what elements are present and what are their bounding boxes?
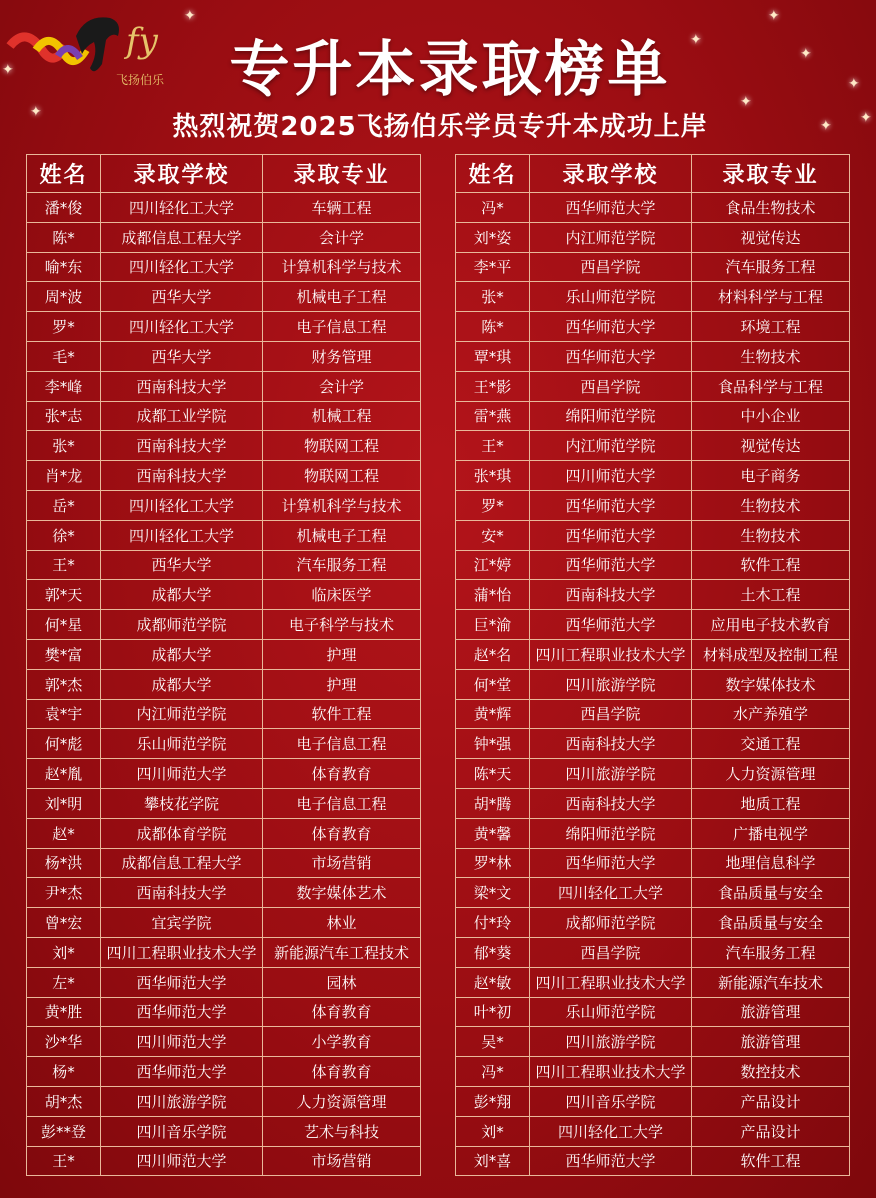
admitted-school: 四川旅游学院: [530, 759, 692, 789]
admitted-school: 西华师范大学: [101, 1057, 263, 1087]
admitted-school: 西华师范大学: [530, 312, 692, 342]
student-name: 冯*: [456, 193, 530, 223]
header-school: 录取学校: [101, 155, 263, 193]
admitted-major: 车辆工程: [263, 193, 421, 223]
table-row: [27, 788, 421, 818]
student-name: 岳*: [27, 490, 101, 520]
admitted-school: 四川轻化工大学: [530, 1116, 692, 1146]
table-row: [27, 490, 421, 520]
student-name: 毛*: [27, 341, 101, 371]
admitted-major: 生物技术: [692, 520, 850, 550]
student-name: 尹*杰: [27, 878, 101, 908]
admitted-major: 体育教育: [263, 997, 421, 1027]
student-name: 张*志: [27, 401, 101, 431]
admitted-school: 西华师范大学: [530, 550, 692, 580]
admitted-school: 四川轻化工大学: [101, 490, 263, 520]
admitted-major: 物联网工程: [263, 461, 421, 491]
admitted-school: 成都体育学院: [101, 818, 263, 848]
table-row: [27, 1086, 421, 1116]
table-row: [27, 908, 421, 938]
admitted-major: 数字媒体艺术: [263, 878, 421, 908]
table-row: [27, 371, 421, 401]
student-name: 冯*: [456, 1057, 530, 1087]
table-row: [456, 967, 850, 997]
admitted-major: 会计学: [263, 222, 421, 252]
admitted-major: 会计学: [263, 371, 421, 401]
admitted-school: 四川轻化工大学: [101, 193, 263, 223]
admitted-major: 体育教育: [263, 818, 421, 848]
table-row: [27, 937, 421, 967]
admitted-major: 新能源汽车工程技术: [263, 937, 421, 967]
student-name: 张*: [456, 282, 530, 312]
table-row: [27, 699, 421, 729]
student-name: 刘*: [456, 1116, 530, 1146]
student-name: 吴*: [456, 1027, 530, 1057]
admitted-school: 四川轻化工大学: [530, 878, 692, 908]
student-name: 王*: [456, 431, 530, 461]
sparkle-icon: ✦: [30, 104, 42, 120]
admitted-school: 绵阳师范学院: [530, 401, 692, 431]
table-row: [27, 848, 421, 878]
admitted-major: 临床医学: [263, 580, 421, 610]
admitted-major: 材料成型及控制工程: [692, 639, 850, 669]
header-major: 录取专业: [692, 155, 850, 193]
admitted-school: 成都大学: [101, 639, 263, 669]
table-row: [27, 520, 421, 550]
admitted-major: 汽车服务工程: [692, 937, 850, 967]
admitted-school: 成都信息工程大学: [101, 848, 263, 878]
admitted-school: 西华师范大学: [530, 193, 692, 223]
admitted-major: 电子信息工程: [263, 312, 421, 342]
student-name: 付*玲: [456, 908, 530, 938]
student-name: 雷*燕: [456, 401, 530, 431]
table-header-row: [456, 155, 850, 193]
header-major: 录取专业: [263, 155, 421, 193]
admitted-major: 软件工程: [263, 699, 421, 729]
admitted-major: 材料科学与工程: [692, 282, 850, 312]
admitted-school: 西南科技大学: [101, 371, 263, 401]
sparkle-icon: ✦: [800, 46, 812, 62]
admitted-school: 四川工程职业技术大学: [530, 1057, 692, 1087]
admitted-major: 地理信息科学: [692, 848, 850, 878]
admitted-major: 小学教育: [263, 1027, 421, 1057]
admitted-school: 乐山师范学院: [530, 997, 692, 1027]
table-row: [456, 788, 850, 818]
table-row: [27, 282, 421, 312]
table-row: [27, 193, 421, 223]
admitted-major: 体育教育: [263, 1057, 421, 1087]
table-row: [27, 580, 421, 610]
admitted-school: 四川旅游学院: [530, 1027, 692, 1057]
admitted-school: 乐山师范学院: [530, 282, 692, 312]
admitted-school: 西昌学院: [530, 371, 692, 401]
admitted-major: 应用电子技术教育: [692, 610, 850, 640]
student-name: 何*彪: [27, 729, 101, 759]
table-row: [27, 341, 421, 371]
admission-table-right: [455, 154, 850, 1176]
admitted-school: 四川师范大学: [101, 1146, 263, 1176]
table-row: [456, 1027, 850, 1057]
student-name: 彭**登: [27, 1116, 101, 1146]
sparkle-icon: ✦: [690, 32, 702, 48]
table-row: [456, 818, 850, 848]
student-name: 叶*初: [456, 997, 530, 1027]
admitted-major: 广播电视学: [692, 818, 850, 848]
admitted-major: 机械电子工程: [263, 520, 421, 550]
admitted-school: 成都师范学院: [530, 908, 692, 938]
table-row: [456, 610, 850, 640]
table-row: [27, 252, 421, 282]
admitted-major: 护理: [263, 639, 421, 669]
student-name: 徐*: [27, 520, 101, 550]
table-row: [456, 252, 850, 282]
admitted-school: 西昌学院: [530, 937, 692, 967]
table-row: [456, 222, 850, 252]
admitted-major: 水产养殖学: [692, 699, 850, 729]
admitted-major: 计算机科学与技术: [263, 490, 421, 520]
admitted-school: 四川音乐学院: [101, 1116, 263, 1146]
horse-logo-icon: [6, 6, 181, 90]
table-row: [456, 580, 850, 610]
table-row: [27, 997, 421, 1027]
student-name: 罗*: [27, 312, 101, 342]
table-row: [27, 878, 421, 908]
table-row: [456, 520, 850, 550]
student-name: 喻*东: [27, 252, 101, 282]
admitted-major: 新能源汽车技术: [692, 967, 850, 997]
admitted-school: 四川工程职业技术大学: [530, 639, 692, 669]
student-name: 潘*俊: [27, 193, 101, 223]
table-row: [456, 1057, 850, 1087]
admitted-major: 视觉传达: [692, 222, 850, 252]
table-row: [456, 908, 850, 938]
page-subtitle: 热烈祝贺2025飞扬伯乐学员专升本成功上岸: [172, 112, 708, 142]
admitted-school: 成都大学: [101, 580, 263, 610]
admitted-school: 西昌学院: [530, 699, 692, 729]
student-name: 安*: [456, 520, 530, 550]
table-row: [27, 639, 421, 669]
student-name: 江*婷: [456, 550, 530, 580]
admitted-major: 市场营销: [263, 1146, 421, 1176]
table-row: [456, 759, 850, 789]
student-name: 罗*林: [456, 848, 530, 878]
student-name: 李*平: [456, 252, 530, 282]
table-row: [27, 759, 421, 789]
student-name: 陈*: [456, 312, 530, 342]
table-row: [27, 1027, 421, 1057]
admitted-major: 产品设计: [692, 1086, 850, 1116]
student-name: 王*: [27, 1146, 101, 1176]
student-name: 赵*敏: [456, 967, 530, 997]
table-row: [27, 401, 421, 431]
header-school: 录取学校: [530, 155, 692, 193]
admitted-major: 数控技术: [692, 1057, 850, 1087]
admitted-major: 地质工程: [692, 788, 850, 818]
sparkle-icon: ✦: [740, 94, 752, 110]
admitted-major: 电子信息工程: [263, 788, 421, 818]
admitted-school: 成都工业学院: [101, 401, 263, 431]
admitted-school: 攀枝花学院: [101, 788, 263, 818]
table-row: [456, 997, 850, 1027]
admitted-school: 绵阳师范学院: [530, 818, 692, 848]
admitted-major: 产品设计: [692, 1116, 850, 1146]
student-name: 胡*杰: [27, 1086, 101, 1116]
admitted-school: 四川旅游学院: [530, 669, 692, 699]
admitted-major: 旅游管理: [692, 997, 850, 1027]
admitted-major: 中小企业: [692, 401, 850, 431]
sparkle-icon: ✦: [848, 76, 860, 92]
admitted-major: 财务管理: [263, 341, 421, 371]
table-row: [456, 461, 850, 491]
table-row: [456, 878, 850, 908]
admitted-school: 西华大学: [101, 282, 263, 312]
student-name: 沙*华: [27, 1027, 101, 1057]
student-name: 赵*胤: [27, 759, 101, 789]
admitted-school: 内江师范学院: [530, 222, 692, 252]
table-row: [456, 1146, 850, 1176]
student-name: 胡*腾: [456, 788, 530, 818]
student-name: 杨*: [27, 1057, 101, 1087]
admitted-school: 西南科技大学: [101, 878, 263, 908]
admitted-major: 交通工程: [692, 729, 850, 759]
admitted-school: 成都大学: [101, 669, 263, 699]
admitted-school: 西华师范大学: [101, 997, 263, 1027]
table-row: [27, 669, 421, 699]
table-row: [456, 371, 850, 401]
admitted-major: 计算机科学与技术: [263, 252, 421, 282]
logo-letters: fy: [126, 21, 158, 61]
table-row: [456, 490, 850, 520]
student-name: 刘*: [27, 937, 101, 967]
admitted-major: 食品质量与安全: [692, 878, 850, 908]
admitted-major: 护理: [263, 669, 421, 699]
admitted-school: 西南科技大学: [530, 729, 692, 759]
admitted-major: 市场营销: [263, 848, 421, 878]
student-name: 张*琪: [456, 461, 530, 491]
table-row: [27, 222, 421, 252]
student-name: 陈*: [27, 222, 101, 252]
admitted-school: 四川旅游学院: [101, 1086, 263, 1116]
admitted-school: 西南科技大学: [530, 580, 692, 610]
admitted-school: 内江师范学院: [101, 699, 263, 729]
page-title: 专升本录取榜单: [229, 35, 671, 105]
sparkle-icon: ✦: [820, 118, 832, 134]
student-name: 陈*天: [456, 759, 530, 789]
admitted-major: 软件工程: [692, 550, 850, 580]
admitted-school: 西华师范大学: [530, 341, 692, 371]
logo-caption: 飞扬伯乐: [116, 73, 165, 87]
admitted-major: 视觉传达: [692, 431, 850, 461]
table-row: [456, 848, 850, 878]
student-name: 左*: [27, 967, 101, 997]
student-name: 赵*: [27, 818, 101, 848]
header-name: 姓名: [456, 155, 530, 193]
admitted-major: 物联网工程: [263, 431, 421, 461]
table-row: [27, 312, 421, 342]
table-row: [456, 937, 850, 967]
student-name: 覃*琪: [456, 341, 530, 371]
admitted-major: 机械电子工程: [263, 282, 421, 312]
table-row: [27, 1057, 421, 1087]
admitted-major: 环境工程: [692, 312, 850, 342]
admitted-school: 成都信息工程大学: [101, 222, 263, 252]
table-row: [456, 669, 850, 699]
table-row: [27, 1146, 421, 1176]
admitted-school: 西华师范大学: [530, 520, 692, 550]
student-name: 刘*姿: [456, 222, 530, 252]
admitted-school: 四川轻化工大学: [101, 312, 263, 342]
student-name: 杨*洪: [27, 848, 101, 878]
table-row: [27, 610, 421, 640]
admitted-school: 西华大学: [101, 550, 263, 580]
admitted-major: 体育教育: [263, 759, 421, 789]
admitted-school: 成都师范学院: [101, 610, 263, 640]
student-name: 钟*强: [456, 729, 530, 759]
admitted-school: 四川轻化工大学: [101, 252, 263, 282]
student-name: 郭*杰: [27, 669, 101, 699]
table-row: [456, 729, 850, 759]
student-name: 刘*明: [27, 788, 101, 818]
admitted-major: 电子信息工程: [263, 729, 421, 759]
table-row: [456, 431, 850, 461]
table-row: [456, 193, 850, 223]
admitted-school: 乐山师范学院: [101, 729, 263, 759]
admitted-major: 软件工程: [692, 1146, 850, 1176]
admitted-school: 四川师范大学: [101, 1027, 263, 1057]
admitted-school: 四川轻化工大学: [101, 520, 263, 550]
student-name: 何*堂: [456, 669, 530, 699]
student-name: 彭*翔: [456, 1086, 530, 1116]
admitted-school: 西华师范大学: [530, 490, 692, 520]
table-row: [27, 1116, 421, 1146]
table-row: [456, 401, 850, 431]
admitted-school: 西南科技大学: [101, 431, 263, 461]
admitted-major: 食品质量与安全: [692, 908, 850, 938]
student-name: 黄*胜: [27, 997, 101, 1027]
header-name: 姓名: [27, 155, 101, 193]
admitted-major: 食品科学与工程: [692, 371, 850, 401]
admitted-major: 生物技术: [692, 490, 850, 520]
admitted-major: 机械工程: [263, 401, 421, 431]
student-name: 袁*宇: [27, 699, 101, 729]
admitted-school: 四川音乐学院: [530, 1086, 692, 1116]
admitted-school: 四川师范大学: [530, 461, 692, 491]
admitted-major: 艺术与科技: [263, 1116, 421, 1146]
table-row: [456, 341, 850, 371]
table-header-row: [27, 155, 421, 193]
table-row: [456, 312, 850, 342]
admitted-major: 生物技术: [692, 341, 850, 371]
student-name: 李*峰: [27, 371, 101, 401]
admitted-major: 汽车服务工程: [263, 550, 421, 580]
admitted-major: 电子科学与技术: [263, 610, 421, 640]
sparkle-icon: ✦: [2, 62, 14, 78]
admitted-school: 西南科技大学: [101, 461, 263, 491]
admitted-school: 内江师范学院: [530, 431, 692, 461]
table-row: [456, 550, 850, 580]
admitted-major: 食品生物技术: [692, 193, 850, 223]
student-name: 梁*文: [456, 878, 530, 908]
student-name: 张*: [27, 431, 101, 461]
admitted-major: 土木工程: [692, 580, 850, 610]
table-row: [456, 699, 850, 729]
admitted-major: 园林: [263, 967, 421, 997]
admitted-major: 旅游管理: [692, 1027, 850, 1057]
table-row: [27, 967, 421, 997]
admitted-school: 西华师范大学: [530, 1146, 692, 1176]
table-row: [27, 818, 421, 848]
table-row: [456, 639, 850, 669]
student-name: 郭*天: [27, 580, 101, 610]
admitted-school: 西华师范大学: [101, 967, 263, 997]
sparkle-icon: ✦: [860, 110, 872, 126]
table-row: [456, 1086, 850, 1116]
admitted-school: 西昌学院: [530, 252, 692, 282]
student-name: 巨*渝: [456, 610, 530, 640]
sparkle-icon: ✦: [184, 8, 196, 24]
table-row: [456, 1116, 850, 1146]
admitted-school: 四川师范大学: [101, 759, 263, 789]
student-name: 赵*名: [456, 639, 530, 669]
admitted-school: 四川工程职业技术大学: [101, 937, 263, 967]
sparkle-icon: ✦: [768, 8, 780, 24]
admitted-school: 西华师范大学: [530, 610, 692, 640]
table-row: [27, 431, 421, 461]
admitted-major: 林业: [263, 908, 421, 938]
admitted-school: 四川工程职业技术大学: [530, 967, 692, 997]
admitted-school: 西华师范大学: [530, 848, 692, 878]
table-row: [27, 550, 421, 580]
student-name: 何*星: [27, 610, 101, 640]
admitted-school: 西南科技大学: [530, 788, 692, 818]
student-name: 肖*龙: [27, 461, 101, 491]
student-name: 王*影: [456, 371, 530, 401]
student-name: 蒲*怡: [456, 580, 530, 610]
admission-table-left: [26, 154, 421, 1176]
table-row: [456, 282, 850, 312]
student-name: 黄*辉: [456, 699, 530, 729]
table-row: [27, 461, 421, 491]
admitted-school: 宜宾学院: [101, 908, 263, 938]
admitted-major: 数字媒体技术: [692, 669, 850, 699]
student-name: 王*: [27, 550, 101, 580]
student-name: 黄*馨: [456, 818, 530, 848]
table-row: [27, 729, 421, 759]
admitted-major: 人力资源管理: [263, 1086, 421, 1116]
admitted-school: 西华大学: [101, 341, 263, 371]
student-name: 曾*宏: [27, 908, 101, 938]
student-name: 郁*葵: [456, 937, 530, 967]
student-name: 樊*富: [27, 639, 101, 669]
student-name: 罗*: [456, 490, 530, 520]
admitted-major: 汽车服务工程: [692, 252, 850, 282]
student-name: 刘*喜: [456, 1146, 530, 1176]
admitted-major: 人力资源管理: [692, 759, 850, 789]
admitted-major: 电子商务: [692, 461, 850, 491]
student-name: 周*波: [27, 282, 101, 312]
